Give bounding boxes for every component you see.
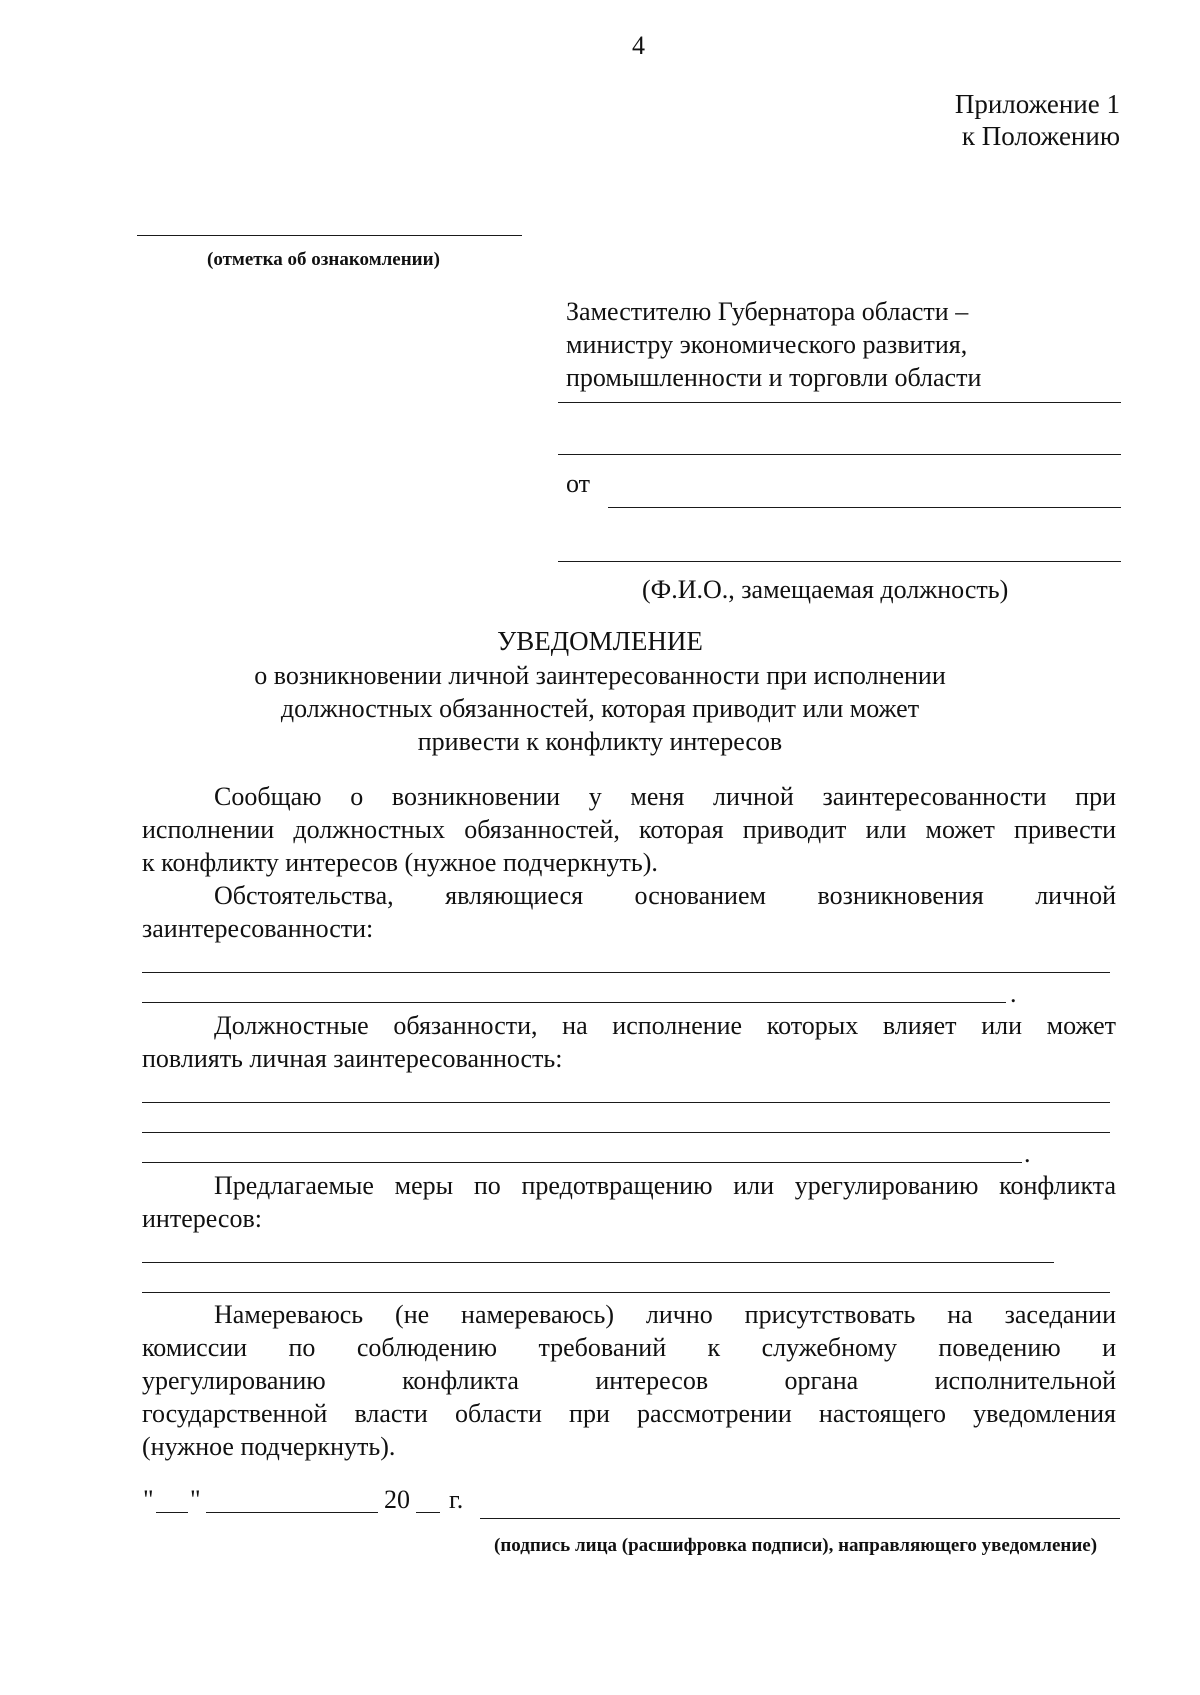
duties-blank-1: [142, 1102, 1110, 1103]
notice-subtitle-3: привести к конфликту интересов: [417, 727, 783, 756]
p2-line-2: заинтересованности:: [142, 914, 374, 943]
p3-line-2: повлиять личная заинтересованность:: [142, 1044, 563, 1073]
p1-line-3: к конфликту интересов (нужное подчеркнуть).: [142, 848, 658, 877]
p4-line-2: интересов:: [142, 1204, 262, 1233]
p4-line-1: Предлагаемые меры по предотвращению или урегулированию конфликта: [214, 1171, 1116, 1200]
date-year-blank: [416, 1512, 440, 1513]
signature-caption: (подпись лица (расшифровка подписи), направляющего уведомление): [494, 1535, 1098, 1556]
page-number: 4: [632, 31, 645, 60]
addressee-line-3: промышленности и торговли области: [566, 363, 982, 392]
p5-line-4: государственной власти области при рассмотрении настоящего уведомления: [142, 1399, 1116, 1428]
p5-line-5: (нужное подчеркнуть).: [142, 1432, 396, 1461]
addressee-blank-3: [558, 561, 1121, 562]
date-month-blank: [206, 1512, 378, 1513]
measures-blank-1: [142, 1262, 1054, 1263]
appendix-line-2: к Положению: [961, 121, 1120, 151]
p1-line-2: исполнении должностных обязанностей, которая приводит или может привести: [142, 815, 1116, 844]
p1-line-1: Сообщаю о возникновении у меня личной заинтересованности при: [214, 782, 1116, 811]
from-label: от: [566, 469, 591, 498]
measures-blank-2: [142, 1292, 1110, 1293]
duties-blank-3: [142, 1162, 1022, 1163]
fio-caption: (Ф.И.О., замещаемая должность): [642, 575, 1009, 604]
notice-heading: УВЕДОМЛЕНИЕ: [497, 626, 703, 656]
circumstances-blank-2: [142, 1002, 1006, 1003]
date-quote-close: ": [190, 1485, 201, 1514]
date-year-prefix: 20: [384, 1485, 410, 1514]
ack-caption: (отметка об ознакомлении): [207, 249, 440, 270]
signature-line: [480, 1518, 1120, 1519]
duties-period: .: [1024, 1139, 1031, 1168]
notice-subtitle-1: о возникновении личной заинтересованности при исполнении: [254, 661, 946, 690]
date-day-blank: [156, 1512, 188, 1513]
addressee-blank-2: [558, 454, 1121, 455]
from-blank: [608, 507, 1121, 508]
p5-line-1: Намереваюсь (не намереваюсь) лично присутствовать на заседании: [214, 1300, 1116, 1329]
ack-line: [137, 235, 522, 236]
circumstances-blank-1: [142, 972, 1110, 973]
addressee-line-1: Заместителю Губернатора области –: [566, 297, 969, 326]
date-quote-open: ": [143, 1485, 154, 1514]
p5-line-2: комиссии по соблюдению требований к служебному поведению и: [142, 1333, 1116, 1362]
p2-line-1: Обстоятельства, являющиеся основанием возникновения личной: [214, 881, 1116, 910]
notice-subtitle-2: должностных обязанностей, которая приводит или может: [280, 694, 920, 723]
date-year-suffix: г.: [449, 1485, 464, 1514]
p3-line-1: Должностные обязанности, на исполнение которых влияет или может: [214, 1011, 1116, 1040]
addressee-line-2: министру экономического развития,: [566, 330, 968, 359]
addressee-blank-1: [558, 402, 1121, 403]
p5-line-3: урегулированию конфликта интересов органа исполнительной: [142, 1366, 1116, 1395]
circumstances-period: .: [1010, 979, 1017, 1008]
duties-blank-2: [142, 1132, 1110, 1133]
appendix-line-1: Приложение 1: [954, 89, 1120, 119]
